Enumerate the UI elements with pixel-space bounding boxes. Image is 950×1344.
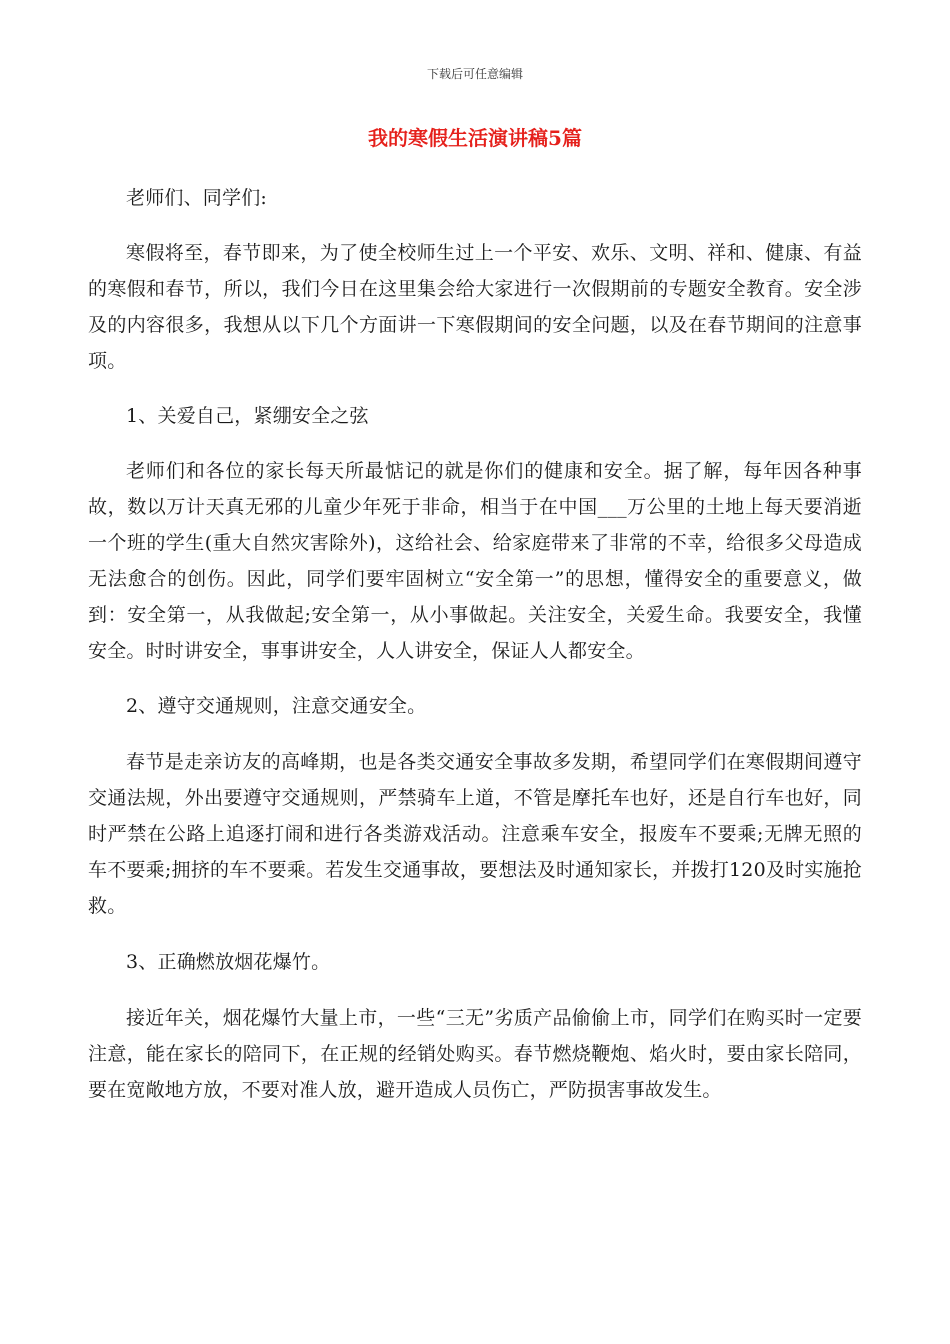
section-heading-1: 1、关爱自己，紧绷安全之弦 xyxy=(126,405,369,427)
document-title: 我的寒假生活演讲稿5篇 xyxy=(368,126,582,150)
section-1-paragraph: 老师们和各位的家长每天所最惦记的就是你们的健康和安全。据了解，每年因各种事故，数以万计天真无邪的儿童少年死于非命，相当于在中国___万公里的土地上每天要消逝一个班的学生(重大自然灾害除外)，这给社会、给家庭带来了非常的不幸，给很多父母造成无法愈合的创伤。因此，同学们要牢固树立“安全第一”的思想，懂得安全的重要意义，做到：安全第一，从我做起;安全第一，从小事做起。关注安全，关爱生命。我要安全，我懂安全。时时讲安全，事事讲安全，人人讲安全，保证人人都安全。 xyxy=(88,460,862,662)
document-body xyxy=(88,180,862,1108)
section-heading-3: 3、正确燃放烟花爆竹。 xyxy=(126,951,331,973)
section-2-paragraph: 春节是走亲访友的高峰期，也是各类交通安全事故多发期，希望同学们在寒假期间遵守交通法规，外出要遵守交通规则，严禁骑车上道，不管是摩托车也好，还是自行车也好，同时严禁在公路上追逐打闹和进行各类游戏活动。注意乘车安全，报废车不要乘;无牌无照的车不要乘;拥挤的车不要乘。若发生交通事故，要想法及时通知家长，并拨打120及时实施抢救。 xyxy=(88,751,862,917)
section-3-paragraph: 接近年关，烟花爆竹大量上市，一些“三无”劣质产品偷偷上市，同学们在购买时一定要注意，能在家长的陪同下，在正规的经销处购买。春节燃烧鞭炮、焰火时，要由家长陪同，要在宽敞地方放，不要对准人放，避开造成人员伤亡，严防损害事故发生。 xyxy=(88,1007,862,1101)
section-heading-2: 2、遵守交通规则，注意交通安全。 xyxy=(126,695,427,717)
page-header-note: 下载后可任意编辑 xyxy=(426,67,523,81)
salutation: 老师们、同学们: xyxy=(126,187,268,209)
intro-paragraph: 寒假将至，春节即来，为了使全校师生过上一个平安、欢乐、文明、祥和、健康、有益的寒假和春节，所以，我们今日在这里集会给大家进行一次假期前的专题安全教育。安全涉及的内容很多，我想从以下几个方面讲一下寒假期间的安全问题，以及在春节期间的注意事项。 xyxy=(88,242,862,372)
